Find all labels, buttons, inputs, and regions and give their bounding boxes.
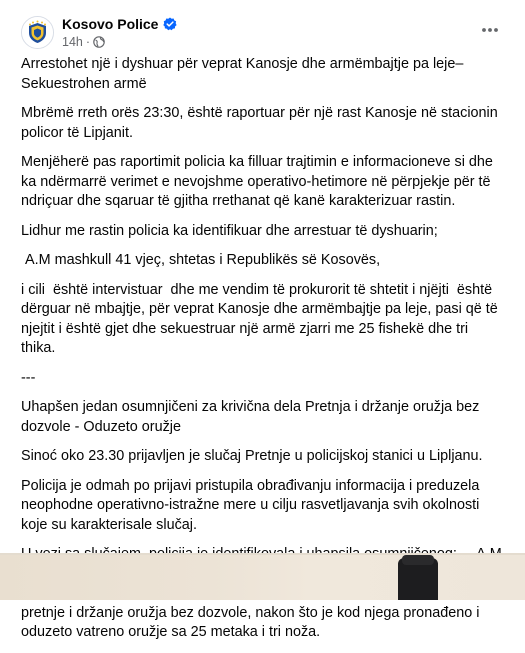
post-paragraph: Mbrëmë rreth orës 23:30, është raportuar për një rast Kanosje në stacionin policor të Lipjanit. — [21, 105, 502, 141]
page-name[interactable]: Kosovo Police — [62, 16, 159, 32]
photo-edge — [0, 553, 525, 555]
post-separator: --- — [21, 369, 36, 386]
police-emblem-icon — [22, 17, 53, 48]
verified-badge-icon — [163, 17, 177, 31]
post-paragraph: Policija je odmah po prijavi pristupila obrađivanju informacija i preduzela neophodne operativno-istražne mere u cilju rasvetljavanja svih okolnosti koje su karakterisale slučaj. — [21, 477, 484, 533]
post-time[interactable]: 14h — [62, 35, 83, 49]
post-header — [0, 0, 525, 56]
post-paragraph: Menjëherë pas raportimit policia ka filluar trajtimin e informacioneve si dhe ka ndërmarrë verimet e nevojshme operativo-hetimore në përpjekje për të ndriçuar dhe sqaruar të gjitha rrethanat që kanë karakterizuar rastin. — [21, 154, 497, 209]
page-avatar[interactable] — [21, 16, 54, 49]
post-paragraph: Arrestohet një i dyshuar për veprat Kanosje dhe armëmbajtje pa leje– Sekuestrohen armë — [21, 56, 468, 92]
post-paragraph: A.M mashkull 41 vjeç, shtetas i Republikës së Kosovës, — [21, 252, 381, 268]
post-paragraph: i cili është intervistuar dhe me vendim të prokurorit të shtetit i njëjti është dërguar në mbajtje, për veprat Kanosje dhe armëmbajtje pa leje, pasi që të njejtit i është gjet dhe sekuestruar një armë zjarri me 25 fishekë dhe tri thika. — [21, 281, 502, 356]
more-horizontal-icon — [481, 27, 499, 33]
more-options-button[interactable] — [474, 16, 506, 44]
meta-separator: · — [85, 35, 91, 49]
post-meta — [62, 34, 105, 50]
post-photo[interactable] — [0, 553, 525, 600]
photo-object-top — [402, 555, 434, 565]
post-paragraph: Uhapšen jedan osumnjičeni za krivična dela Pretnja i držanje oružja bez dozvole - Oduzeto oružje — [21, 399, 484, 435]
page-name-row — [62, 14, 177, 34]
post-paragraph: pretnje i držanje oružja bez dozvole, nakon što je kod njega pronađeno i oduzeto vatreno oružje sa 25 metaka i tri noža. — [21, 604, 480, 640]
globe-icon — [93, 36, 105, 48]
post-paragraph: Sinoć oko 23.30 prijavljen je slučaj Pretnje u policijskoj stanici u Lipljanu. — [21, 448, 483, 464]
post-paragraph: Lidhur me rastin policia ka identifikuar dhe arrestuar të dyshuarin; — [21, 222, 438, 239]
